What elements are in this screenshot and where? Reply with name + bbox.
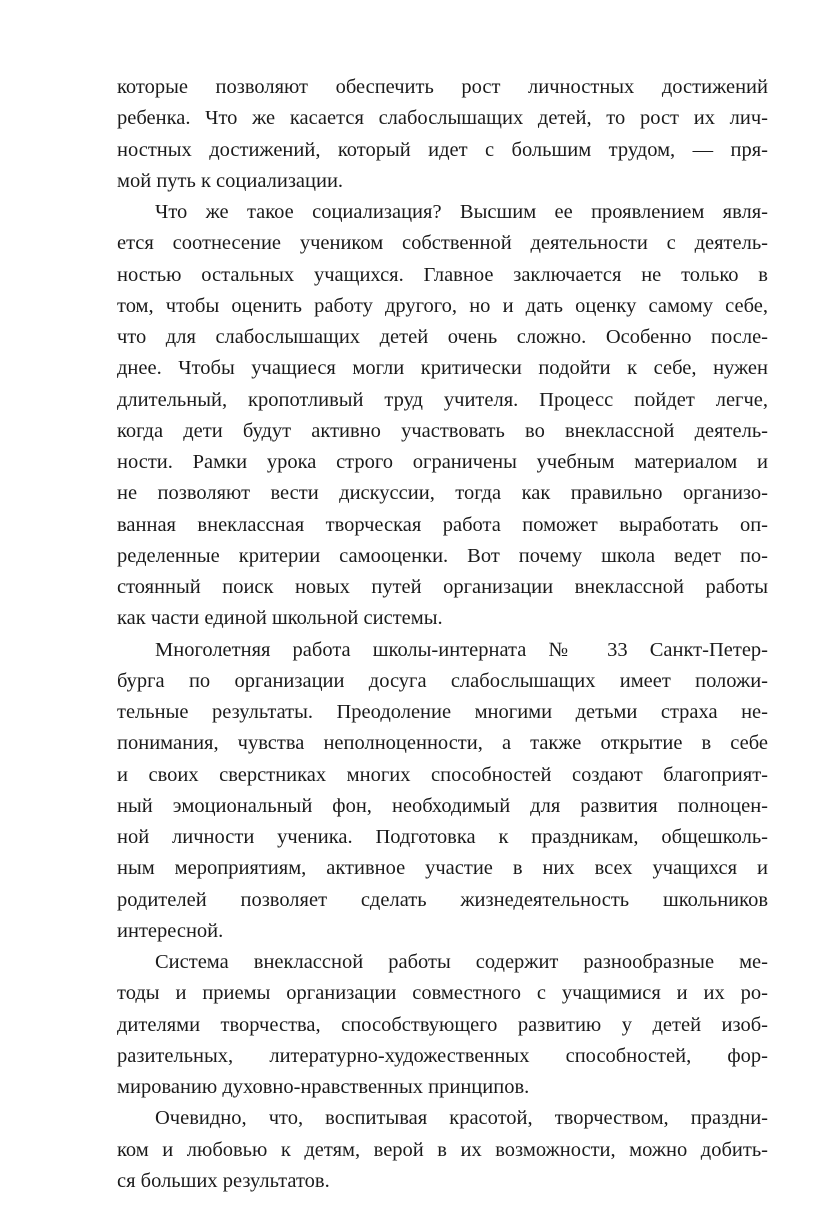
text-line: стоянный поиск новых путей организации внеклассной работы: [117, 576, 768, 598]
text-line: ком и любовью к детям, верой в их возможности, можно добить-: [117, 1138, 768, 1161]
text-line: что для слабослышащих детей очень сложно. Особенно после-: [117, 326, 768, 348]
text-line: ностью остальных учащихся. Главное заключается не только в: [117, 263, 768, 286]
text-line: когда дети будут активно участвовать во внеклассной деятель-: [117, 419, 768, 442]
text-line: мированию духовно-нравственных принципов.: [117, 1076, 530, 1098]
text-line: не позволяют вести дискуссии, тогда как правильно организо-: [117, 482, 768, 505]
text-line: ным мероприятиям, активное участие в них всех учащихся и: [117, 857, 768, 880]
text-line: и своих сверстниках многих способностей создают благоприят-: [117, 763, 768, 786]
text-line: Что же такое социализация? Высшим ее проявлением явля-: [155, 201, 768, 223]
text-line: Система внеклассной работы содержит разнообразные ме-: [155, 951, 768, 973]
text-line: Очевидно, что, воспитывая красотой, творчеством, праздни-: [155, 1107, 768, 1130]
text-line: как части единой школьной системы.: [117, 607, 443, 630]
text-line: ной личности ученика. Подготовка к праздникам, общешколь-: [117, 826, 768, 848]
text-line: тельные результаты. Преодоление многими детьми страха не-: [117, 701, 768, 723]
text-line: том, чтобы оценить работу другого, но и дать оценку самому себе,: [117, 294, 768, 317]
text-line: ределенные критерии самооценки. Вот почему школа ведет по-: [117, 544, 768, 567]
text-line: Многолетняя работа школы-интерната № 33 Санкт-Петер-: [155, 638, 768, 661]
text-line: тоды и приемы организации совместного с учащимися и их ро-: [117, 982, 768, 1005]
text-line: ванная внеклассная творческая работа поможет выработать оп-: [117, 513, 768, 536]
text-line: ся больших результатов.: [117, 1169, 330, 1192]
text-line: днее. Чтобы учащиеся могли критически подойти к себе, нужен: [117, 357, 768, 380]
paragraph-socialization-intro: [117, 72, 768, 197]
text-line: мой путь к социализации.: [117, 169, 344, 192]
text-line: ности. Рамки урока строго ограничены учебным материалом и: [117, 451, 768, 473]
text-line: длительный, кропотливый труд учителя. Процесс пойдет легче,: [117, 388, 768, 411]
text-line: интересной.: [117, 919, 224, 942]
text-line: дителями творчества, способствующего развитию у детей изоб-: [117, 1013, 768, 1036]
page-body: [117, 72, 768, 1197]
text-line: ребенка. Что же касается слабослышащих детей, то рост их лич-: [117, 107, 768, 130]
text-line: которые позволяют обеспечить рост личностных достижений: [117, 76, 768, 98]
paragraph-boarding-school-work: [117, 635, 768, 948]
text-line: понимания, чувства неполноценности, а также открытие в себе: [117, 732, 768, 755]
paragraph-what-is-socialization: [117, 197, 768, 635]
text-line: ный эмоциональный фон, необходимый для развития полноцен-: [117, 794, 768, 817]
text-line: бурга по организации досуга слабослышащих имеет положи-: [117, 669, 768, 692]
text-line: ется соотнесение учеником собственной деятельности с деятель-: [117, 232, 768, 255]
paragraph-conclusion: [117, 1103, 768, 1197]
text-line: родителей позволяет сделать жизнедеятельность школьников: [117, 888, 768, 911]
paragraph-extracurricular-system: [117, 947, 768, 1103]
text-line: разительных, литературно-художественных способностей, фор-: [117, 1044, 768, 1067]
text-line: ностных достижений, который идет с большим трудом, — пря-: [117, 138, 768, 161]
